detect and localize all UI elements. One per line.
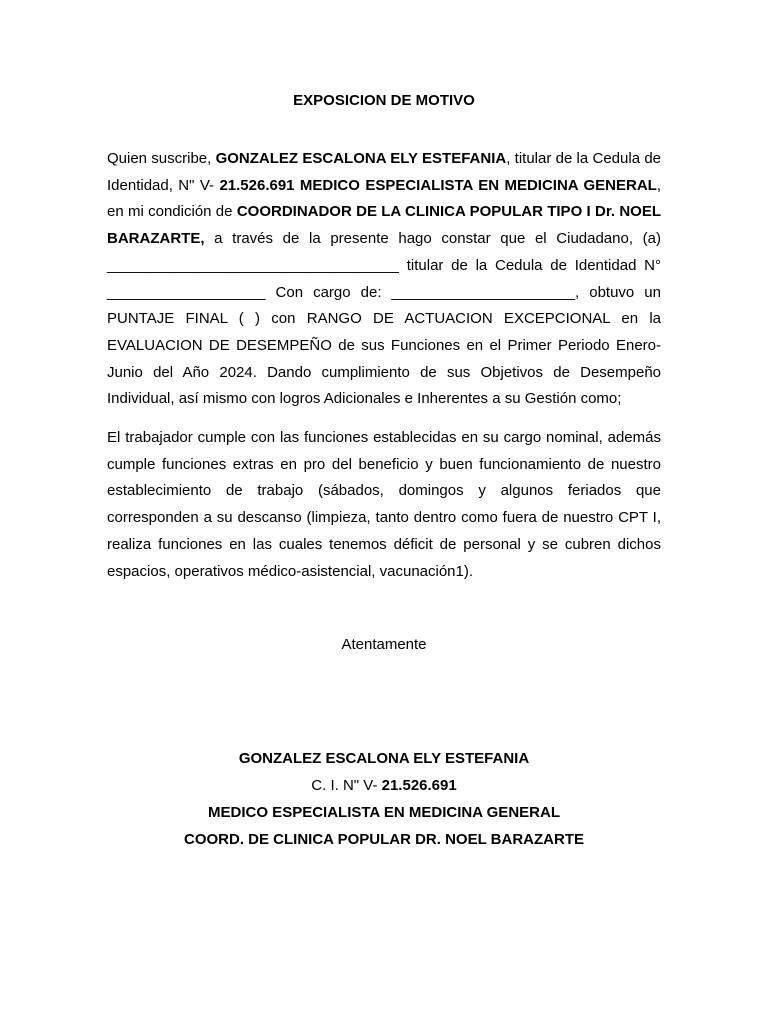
intro-text-2: , titular de la Cedula de Identidad, N" V- <box>107 150 661 194</box>
closing-salutation: Atentamente <box>341 636 427 653</box>
signature-name: GONZALEZ ESCALONA ELY ESTEFANIA <box>238 750 530 767</box>
id-and-specialty-inline: 21.526.691 MEDICO ESPECIALISTA EN MEDICINA GENERAL <box>219 176 657 194</box>
signer-name-inline: GONZALEZ ESCALONA ELY ESTEFANIA <box>215 150 507 167</box>
signature-coord: COORD. DE CLINICA POPULAR DR. NOEL BARAZARTE <box>183 831 584 848</box>
signature-ci-number: 21.526.691 <box>381 777 457 794</box>
signature-block <box>0 745 768 853</box>
document-title: EXPOSICION DE MOTIVO <box>293 92 475 109</box>
coordinator-role-inline: COORDINADOR DE LA CLINICA POPULAR TIPO I Dr. NOEL BARAZARTE, <box>107 203 661 248</box>
intro-text-4: a través de la presente hago constar que el Ciudadano, (a) ___________________________________ titular de la Cedula de Identidad N° ___________________ Con cargo de: ______________________, obtuvo un PUNTAJE FINAL ( ) con RANGO DE ACTUACION EXCEPCIONAL en la EVALUACION DE DESEMPEÑO de sus Funciones en el Primer Periodo Enero-Junio del Año 2024. Dando cumplimiento de sus Objetivos de Desempeño Individual, así mismo con logros Adicionales e Inherentes a su Gestión como; <box>107 230 661 408</box>
paragraph-duties: El trabajador cumple con las funciones establecidas en su cargo nominal, además cumple funciones extras en pro del beneficio y buen funcionamiento de nuestro establecimiento de trabajo (sábados, domingos y algunos feriados que corresponden a su descanso (limpieza, tanto dentro como fuera de nuestro CPT I, realiza funciones en las cuales tenemos déficit de personal y se cubren dichos espacios, operativos médico-asistencial, vacunación1). <box>107 429 661 580</box>
intro-text-1: Quien suscribe, <box>107 150 216 167</box>
signature-title: MEDICO ESPECIALISTA EN MEDICINA GENERAL <box>208 804 560 821</box>
paragraph-intro <box>107 146 661 413</box>
signature-ci-prefix: C. I. N" V- <box>311 777 382 794</box>
signature-ci <box>0 772 768 799</box>
intro-text-3: , en mi condición de <box>107 176 661 221</box>
